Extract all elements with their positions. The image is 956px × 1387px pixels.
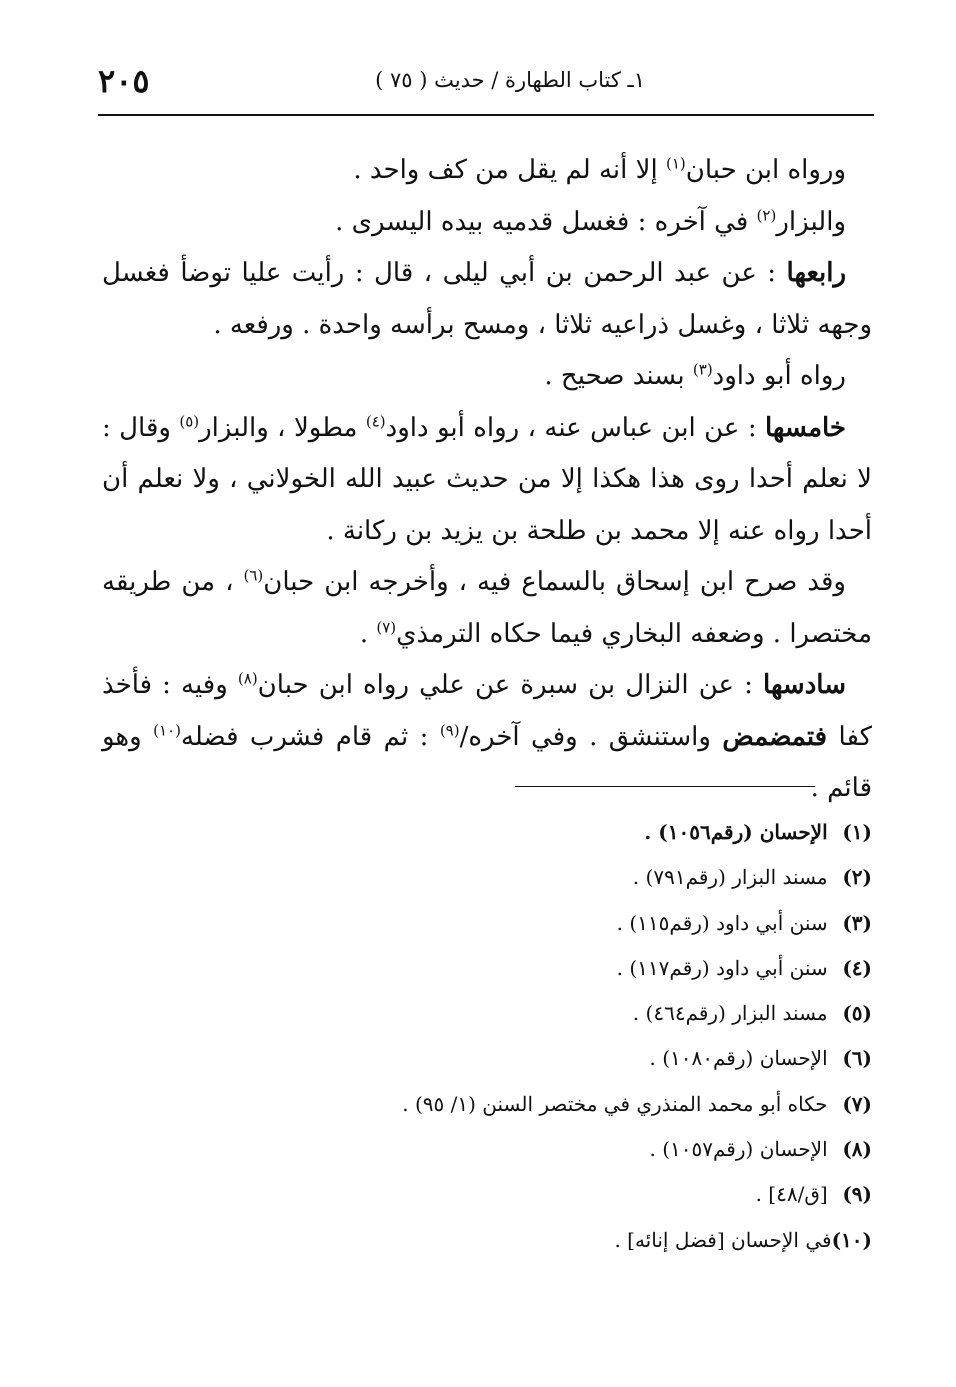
footnote-ref-4: (٤) bbox=[365, 411, 386, 430]
paragraph-3: رابعها : عن عبد الرحمن بن أبي ليلى ، قال : رأيت عليا توضأ فغسل وجهه ثلاثا ، وغسل ذراعيه ثلاثا ، ومسح برأسه واحدة . ورفعه . bbox=[102, 258, 872, 340]
footnote: (٤) سنن أبي داود (رقم١١٧) . bbox=[616, 955, 872, 980]
footnote-ref-8: (٨) bbox=[237, 669, 258, 688]
section-label-6: سادسها bbox=[763, 670, 846, 700]
section-label-4: رابعها bbox=[786, 258, 846, 288]
footnote: (٢) مسند البزار (رقم٧٩١) . bbox=[632, 865, 872, 890]
footnote-separator bbox=[515, 786, 815, 787]
header-rule bbox=[98, 114, 874, 116]
paragraph-5: خامسها : عن ابن عباس عنه ، رواه أبو داود$^{(٤)}$ مطولا ، والبزار$^{(٥)}$ وقال : لا نعلم أحدا روى هذا هكذا إلا من حديث عبيد الله الخولاني ، ولا نعلم أن أحدا رواه عنه إلا محمد بن طلحة بن يزيد بن ركانة . bbox=[102, 411, 872, 546]
footnote: (١٠)في الإحسان [فضل إنائه] . bbox=[614, 1227, 872, 1252]
footnote-ref-9: (٩) bbox=[439, 720, 460, 739]
footnote-ref-6: (٦) bbox=[243, 566, 264, 585]
footnotes bbox=[102, 810, 872, 1263]
footnote: (٩) [ق/٤٨] . bbox=[755, 1182, 872, 1207]
footnote: (٧) حكاه أبو محمد المنذري في مختصر السنن (١/ ٩٥) . bbox=[402, 1091, 872, 1116]
footnote-ref-3: (٣) bbox=[692, 360, 713, 379]
main-text bbox=[102, 145, 872, 815]
footnote-ref-7: (٧) bbox=[376, 617, 397, 636]
footnote: (٥) مسند البزار (رقم٤٦٤) . bbox=[632, 1001, 872, 1026]
footnote: (٨) الإحسان (رقم١٠٥٧) . bbox=[649, 1137, 872, 1162]
paragraph-4: رواه أبو داود$^{(٣)}$ بسند صحيح . bbox=[544, 360, 846, 391]
running-header bbox=[98, 62, 873, 108]
paragraph-2: والبزار$^{(٢)}$ في آخره : فغسل قدميه بيده اليسرى . bbox=[335, 205, 846, 237]
footnote: (٣) سنن أبي داود (رقم١١٥) . bbox=[616, 910, 872, 935]
paragraph-7: سادسها : عن النزال بن سبرة عن علي رواه ابن حبان$^{(٨)}$ وفيه : فأخذ كفا فتمضمض واستنشق . وفي آخره/$^{(٩)}$ : ثم قام فشرب فضله$^{(١٠)}$ وهو قائم . bbox=[102, 669, 873, 803]
paragraph-6: وقد صرح ابن إسحاق بالسماع فيه ، وأخرجه ابن حبان$^{(٦)}$ ، من طريقه مختصرا . وضعفه البخاري فيما حكاه الترمذي$^{(٧)}$ . bbox=[102, 566, 872, 649]
footnote-ref-10: (١٠) bbox=[153, 720, 181, 739]
footnote: (١) الإحسان (رقم١٠٥٦) . bbox=[644, 820, 872, 844]
running-title: ١ـ كتاب الطهارة / حديث ( ٧٥ ) bbox=[375, 68, 645, 92]
footnote: (٦) الإحسان (رقم١٠٨٠) . bbox=[649, 1046, 872, 1071]
paragraph-1: ورواه ابن حبان$^{(١)}$ إلا أنه لم يقل من كف واحد . bbox=[353, 154, 846, 185]
footnote-ref-1: (١) bbox=[665, 154, 686, 173]
footnote-ref-5: (٥) bbox=[179, 411, 200, 430]
section-label-5: خامسها bbox=[764, 412, 846, 443]
footnote-ref-2: (٢) bbox=[756, 205, 777, 224]
page-number: ٢٠٥ bbox=[98, 62, 150, 100]
